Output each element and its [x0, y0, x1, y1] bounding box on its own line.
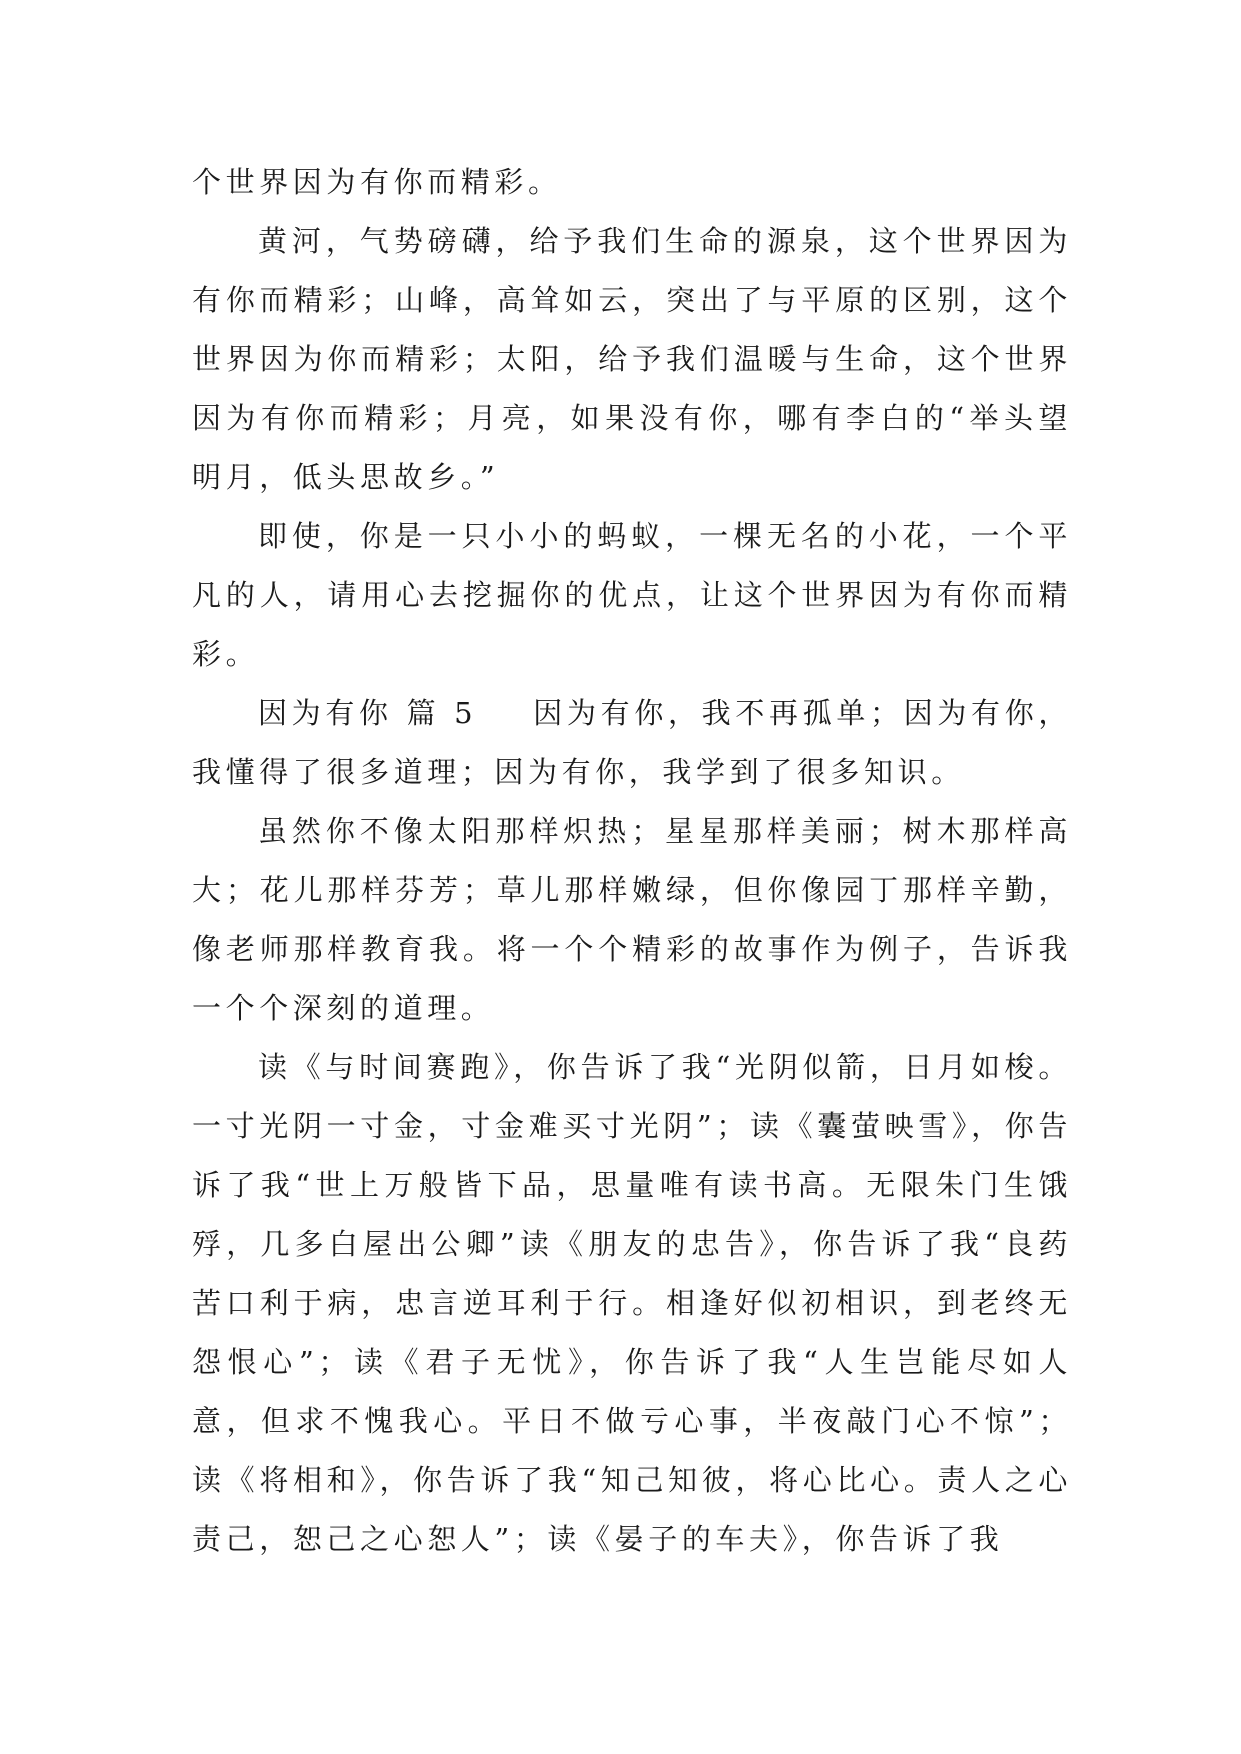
paragraph: 读《与时间赛跑》，你告诉了我“光阴似箭，日月如梭。一寸光阴一寸金，寸金难买寸光阴”；读《囊萤映雪》，你告诉了我“世上万般皆下品，思量唯有读书高。无限朱门生饿殍，几多白屋出公卿”读《朋友的忠告》，你告诉了我“良药苦口利于病，忠言逆耳利于行。相逢好似初相识，到老终无怨恨心”；读《君子无忧》，你告诉了我“人生岂能尽如人意，但求不愧我心。平日不做亏心事，半夜敲门心不惊”；读《将相和》，你告诉了我“知己知彼，将心比心。责人之心责己，恕己之心恕人”；读《晏子的车夫》，你告诉了我	[192, 1050, 1072, 1556]
paragraph-with-section-heading	[192, 684, 1072, 802]
paragraph-text: 因为有你，我不再孤单；因为有你，我懂得了很多道理；因为有你，我学到了很多知识。	[192, 696, 1073, 789]
paragraph: 黄河，气势磅礴，给予我们生命的源泉，这个世界因为有你而精彩；山峰，高耸如云，突出了与平原的区别，这个世界因为你而精彩；太阳，给予我们温暖与生命，这个世界因为有你而精彩；月亮，如果没有你，哪有李白的“举头望明月，低头思故乡。”	[192, 224, 1072, 494]
section-heading: 因为有你 篇 5	[258, 696, 478, 730]
document-body	[192, 153, 1072, 1569]
paragraph: 虽然你不像太阳那样炽热；星星那样美丽；树木那样高大；花儿那样芬芳；草儿那样嫩绿，但你像园丁那样辛勤，像老师那样教育我。将一个个精彩的故事作为例子，告诉我一个个深刻的道理。	[192, 814, 1072, 1025]
paragraph: 个世界因为有你而精彩。	[192, 165, 562, 199]
paragraph: 即使，你是一只小小的蚂蚁，一棵无名的小花，一个平凡的人，请用心去挖掘你的优点，让这个世界因为有你而精彩。	[192, 519, 1072, 671]
